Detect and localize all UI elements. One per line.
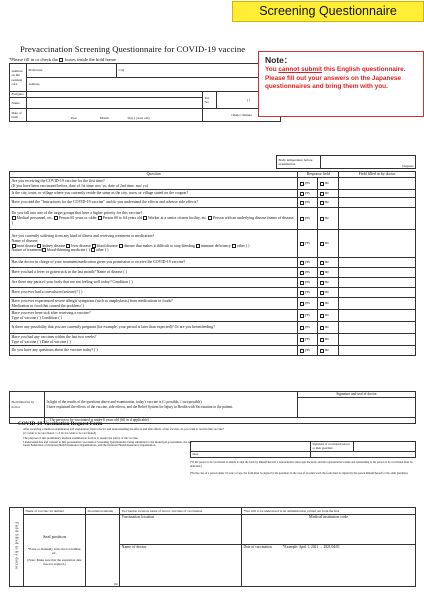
checkbox-icon[interactable] bbox=[300, 261, 304, 265]
question-option[interactable] bbox=[98, 216, 143, 220]
checkbox-icon[interactable] bbox=[54, 216, 58, 220]
question-main: Is the city, town, or village where you currently reside the same as the city, town, or village stated on the coupon? bbox=[11, 191, 189, 196]
question-row bbox=[10, 298, 416, 310]
question-option[interactable] bbox=[54, 216, 98, 220]
question-main: Have you had a fever or gotten sick in the last month? Name of disease ( ) bbox=[11, 270, 127, 275]
question-row bbox=[10, 322, 416, 334]
question-sub: Type of vaccine ( ) Date of vaccine ( ) bbox=[11, 339, 71, 344]
question-main: Are there any parts of your body that are not feeling well today? Condition ( ) bbox=[11, 280, 133, 285]
no-response[interactable] bbox=[318, 178, 339, 190]
doctor-field[interactable] bbox=[339, 208, 416, 230]
col-vaccine-label: Name of vaccine/ lot number bbox=[24, 508, 86, 515]
question-text bbox=[10, 310, 298, 322]
yes-label: yes bbox=[304, 280, 310, 285]
yes-response[interactable] bbox=[298, 198, 318, 208]
question-row bbox=[10, 208, 416, 230]
furigana-label: Furigana bbox=[10, 92, 27, 98]
question-row bbox=[10, 268, 416, 278]
question-main: Is there any possibility that you are currently pregnant (for example, your period is later than expected)? Or are you breastfeeding? bbox=[11, 325, 215, 330]
doctor-text1: In light of the results of the questions above and examination, today's vaccine is (□ possible, □ not possible). bbox=[46, 399, 203, 404]
checkbox-icon[interactable] bbox=[320, 338, 324, 342]
checkbox-icon[interactable] bbox=[320, 261, 324, 265]
note-line2: Please fill out your answers on the Japanese questionnaires and bring them with you. bbox=[265, 74, 402, 91]
ml-label: ml bbox=[114, 581, 118, 586]
question-row bbox=[10, 178, 416, 190]
seal-field[interactable] bbox=[24, 515, 86, 587]
checkbox-icon[interactable] bbox=[196, 244, 200, 248]
checkbox-icon[interactable] bbox=[300, 326, 304, 330]
tel-field[interactable]: ( ) bbox=[217, 92, 281, 109]
yes-label: yes bbox=[304, 301, 310, 306]
question-row bbox=[10, 310, 416, 322]
question-row bbox=[10, 258, 416, 268]
name-field[interactable] bbox=[27, 98, 203, 109]
doctor-header: Field filled in by doctor bbox=[339, 172, 416, 178]
amount-field[interactable] bbox=[86, 515, 120, 587]
checkbox-icon[interactable] bbox=[320, 182, 324, 186]
checkbox-icon[interactable] bbox=[320, 217, 324, 221]
checkbox-icon[interactable] bbox=[300, 338, 304, 342]
checkbox-icon[interactable] bbox=[12, 244, 16, 248]
checkbox-icon[interactable] bbox=[320, 281, 324, 285]
no-label: no bbox=[324, 191, 329, 196]
question-text bbox=[10, 230, 298, 258]
no-response[interactable] bbox=[318, 190, 339, 198]
seal-note: *Paste or manually write the lot number, etc. bbox=[27, 547, 82, 556]
checkbox-icon[interactable] bbox=[300, 201, 304, 205]
no-response[interactable] bbox=[318, 198, 339, 208]
option-label: immune deficiency bbox=[200, 243, 231, 248]
question-text bbox=[10, 278, 298, 288]
doctor-field[interactable] bbox=[339, 268, 416, 278]
request-note1: (*If the person to be vaccinated is unable to sign the form by himself/herself, a representative must sign the form, and the representative's name and relationship to the person to be vaccinated must be indicated.) bbox=[190, 461, 413, 468]
date-example: *Example: April 1, 2021 → 2021/04/01 bbox=[282, 545, 340, 549]
doctor-field[interactable] bbox=[339, 334, 416, 346]
note-title: Note： bbox=[265, 55, 293, 65]
yes-label: yes bbox=[304, 270, 310, 275]
screening-banner: Screening Questionnaire bbox=[232, 1, 424, 22]
no-response[interactable] bbox=[318, 230, 339, 258]
no-response[interactable] bbox=[318, 208, 339, 230]
yes-label: yes bbox=[304, 191, 310, 196]
yes-label: yes bbox=[304, 241, 310, 246]
checkbox-icon[interactable] bbox=[300, 291, 304, 295]
dob-label: Date of birth bbox=[10, 109, 27, 122]
prefecture-field[interactable] bbox=[27, 64, 117, 78]
no-label: no bbox=[324, 200, 329, 205]
no-label: no bbox=[324, 270, 329, 275]
checkbox-icon[interactable] bbox=[320, 302, 324, 306]
yes-response[interactable] bbox=[298, 288, 318, 298]
yes-response[interactable] bbox=[298, 298, 318, 310]
tel-label: Tel. No. bbox=[203, 92, 217, 109]
fill-instructions bbox=[9, 57, 116, 62]
no-label: no bbox=[324, 181, 329, 186]
question-text bbox=[10, 334, 298, 346]
checkbox-icon[interactable] bbox=[300, 271, 304, 275]
checkbox-icon[interactable] bbox=[320, 291, 324, 295]
question-main: Have you ever experienced severe allergic symptoms (such as anaphylaxis) from medications or foods? bbox=[11, 298, 173, 303]
question-option[interactable] bbox=[232, 244, 250, 248]
col-note-label: *Not will to be understood in an administration carried out from the first bbox=[242, 508, 416, 515]
note-line1: You cannot submit this English questionnaire. bbox=[265, 66, 406, 73]
question-main: Has the doctor in charge of your treatment/medication given you permission to receive the COVID-19 vaccine? bbox=[11, 260, 186, 265]
checkbox-icon[interactable] bbox=[92, 244, 96, 248]
question-row bbox=[10, 334, 416, 346]
doctor-section-table bbox=[9, 391, 416, 424]
city-field[interactable] bbox=[117, 64, 281, 78]
question-option[interactable] bbox=[12, 216, 54, 220]
option-label: Medical personnel, etc. bbox=[16, 216, 53, 221]
checkbox-icon[interactable] bbox=[91, 248, 95, 252]
question-text bbox=[10, 190, 298, 198]
question-main: Have you ever been sick after receiving a vaccine? bbox=[11, 310, 91, 315]
doctor-judgement bbox=[45, 392, 298, 418]
question-option[interactable] bbox=[66, 244, 91, 248]
cert-field[interactable] bbox=[242, 515, 416, 545]
question-sub2: Nature of treatment bbox=[11, 248, 42, 253]
question-options bbox=[42, 248, 108, 252]
yes-response[interactable] bbox=[298, 310, 318, 322]
no-label: no bbox=[324, 325, 329, 330]
question-text bbox=[10, 198, 298, 208]
no-response[interactable] bbox=[318, 346, 339, 356]
no-response[interactable] bbox=[318, 268, 339, 278]
checkbox-icon[interactable] bbox=[119, 244, 123, 248]
body-temp-field[interactable] bbox=[321, 156, 416, 169]
option-label: heart disease bbox=[16, 243, 37, 248]
question-main: Are you receiving the COVID-19 vaccine for the first time? bbox=[11, 178, 105, 183]
request-signature-box[interactable] bbox=[354, 442, 416, 452]
col-location-label: Vaccination location, name of doctor, and date of vaccination bbox=[120, 508, 242, 515]
yes-label: yes bbox=[304, 290, 310, 295]
body-temp-label: Body temperature before examination bbox=[277, 156, 321, 169]
no-label: no bbox=[324, 290, 329, 295]
no-label: no bbox=[324, 313, 329, 318]
question-text bbox=[10, 298, 298, 310]
dob-field[interactable] bbox=[27, 109, 203, 122]
yes-response[interactable] bbox=[298, 334, 318, 346]
checkbox-icon[interactable] bbox=[320, 242, 324, 246]
question-row bbox=[10, 346, 416, 356]
check-icon bbox=[59, 58, 63, 62]
checkbox-icon[interactable] bbox=[300, 242, 304, 246]
no-label: no bbox=[324, 301, 329, 306]
checkbox-icon[interactable] bbox=[320, 201, 324, 205]
doctor-field[interactable] bbox=[339, 230, 416, 258]
question-text bbox=[10, 178, 298, 190]
doctor-name-label: Name of doctor bbox=[121, 544, 147, 549]
female-label: female bbox=[242, 112, 252, 117]
question-text bbox=[10, 288, 298, 298]
no-response[interactable] bbox=[318, 288, 339, 298]
prefecture-label: Prefecture bbox=[28, 68, 43, 73]
checkbox-icon[interactable] bbox=[37, 244, 41, 248]
col-amount-label: Inoculation amount bbox=[86, 508, 120, 515]
no-response[interactable] bbox=[318, 310, 339, 322]
question-sub: Medication or food that caused the problem ( ) bbox=[11, 303, 85, 308]
question-main: Have you ever had a convulsion (seizure)? ( ) bbox=[11, 290, 83, 295]
option-label: Person 60 to 64 years old bbox=[102, 216, 143, 221]
yes-response[interactable] bbox=[298, 258, 318, 268]
no-response[interactable] bbox=[318, 322, 339, 334]
no-label: no bbox=[324, 260, 329, 265]
checkbox-icon[interactable] bbox=[300, 281, 304, 285]
option-label: other ( ) bbox=[236, 243, 250, 248]
yes-label: yes bbox=[304, 313, 310, 318]
doctor-field[interactable] bbox=[339, 258, 416, 268]
checkbox-icon[interactable] bbox=[300, 182, 304, 186]
cert-label: Medical institution code bbox=[309, 514, 348, 519]
checkbox-icon[interactable] bbox=[320, 349, 324, 353]
yes-response[interactable] bbox=[298, 278, 318, 288]
doctor-text2: I have explained the effects of the vaccine, side effects, and the Relief System for Injury to Health with Vaccination to the patient. bbox=[46, 404, 234, 409]
request-text1b[interactable]: (□ I wish to be vaccinated / □ I do not wish to be vaccinated) bbox=[23, 430, 97, 435]
instructions-post: boxes inside the bold frame bbox=[65, 57, 116, 62]
no-label: no bbox=[324, 348, 329, 353]
city-label: City bbox=[118, 68, 125, 73]
no-label: no bbox=[324, 241, 329, 246]
request-title: COVID-19 Vaccination Request Form bbox=[18, 421, 103, 427]
question-main: Have you had any vaccines within the last two weeks? bbox=[11, 334, 97, 339]
checkbox-icon[interactable] bbox=[300, 314, 304, 318]
doctor-field[interactable] bbox=[339, 298, 416, 310]
option-label: Worker at a senior citizen facility, etc. bbox=[148, 216, 208, 221]
option-label: blood-thinning medicine ( ) bbox=[46, 248, 90, 253]
question-option[interactable] bbox=[12, 244, 38, 248]
doctor-field[interactable] bbox=[339, 288, 416, 298]
age-label: ( years old) bbox=[134, 115, 150, 120]
yes-label: yes bbox=[304, 181, 310, 186]
under6-checkbox[interactable]: □ The person to be vaccinated is under 6 years old (fill in if applicable) bbox=[45, 418, 416, 424]
day-label: Day bbox=[127, 115, 134, 120]
yes-label: yes bbox=[304, 260, 310, 265]
doctor-field[interactable] bbox=[339, 310, 416, 322]
doctor-field[interactable] bbox=[339, 190, 416, 198]
question-options bbox=[12, 216, 296, 226]
option-label: blood disease bbox=[96, 243, 118, 248]
request-date-label: Date bbox=[191, 452, 311, 458]
question-option[interactable] bbox=[119, 244, 196, 248]
question-row bbox=[10, 230, 416, 258]
form-title: Prevaccination Screening Questionnaire for COVID-19 vaccine bbox=[20, 44, 246, 54]
checkbox-icon[interactable] bbox=[320, 326, 324, 330]
body-temperature-table bbox=[276, 155, 416, 169]
vaccination-date-label: Date of vaccination bbox=[243, 545, 272, 549]
personal-info-table bbox=[9, 63, 281, 122]
address-label: Address on the resident card bbox=[10, 64, 27, 92]
question-table bbox=[9, 171, 416, 356]
question-option[interactable] bbox=[196, 244, 232, 248]
seal-label: Seal position bbox=[43, 533, 66, 539]
doctor-field-label: Field filled in by doctor bbox=[10, 392, 45, 418]
question-main: Do you fall into one of the target groups that have a higher priority for this vaccine? bbox=[11, 211, 143, 216]
doctor-field[interactable] bbox=[339, 346, 416, 356]
no-response[interactable] bbox=[318, 334, 339, 346]
checkbox-icon[interactable] bbox=[300, 217, 304, 221]
year-label: Year bbox=[70, 115, 77, 120]
request-date-field[interactable] bbox=[311, 452, 416, 458]
request-text3: I understand this and consent to this preventative vaccination Screening Questionnaire being submitted to the municipal government, the AB Japan Federation of National Health Insurance Organizations, and the National Health Insurance Organization. bbox=[23, 439, 192, 448]
checkbox-icon[interactable] bbox=[300, 302, 304, 306]
address-field[interactable] bbox=[27, 78, 281, 92]
doctor-signature-label: Signature and seal of doctor bbox=[298, 392, 416, 398]
question-main: Do you have any questions about the vaccine today? ( ) bbox=[11, 348, 98, 353]
yes-response[interactable] bbox=[298, 178, 318, 190]
question-text bbox=[10, 268, 298, 278]
request-note2: (*In the case of a person under 16 years of age, the form must be signed by the guardian; in the case of an adult ward, the form must be signed by the person himself/herself or the adult guardian.) bbox=[190, 472, 409, 475]
checkbox-icon[interactable] bbox=[208, 216, 212, 220]
doctor-field[interactable] bbox=[339, 198, 416, 208]
request-text2: The purpose of this preliminary medical examination form is to ensure the safety of the vaccine. bbox=[23, 436, 139, 441]
checkbox-icon[interactable] bbox=[300, 192, 304, 196]
question-main: Are you currently suffering from any kind of illness and receiving treatment or medication? bbox=[11, 233, 155, 238]
doctor-field[interactable] bbox=[339, 278, 416, 288]
no-response[interactable] bbox=[318, 278, 339, 288]
yes-label: yes bbox=[304, 325, 310, 330]
question-row bbox=[10, 278, 416, 288]
response-header: Response field bbox=[298, 172, 339, 178]
request-signature-table bbox=[190, 441, 416, 458]
checkbox-icon[interactable] bbox=[66, 244, 70, 248]
question-sub: Name of disease: bbox=[11, 238, 39, 243]
yes-response[interactable] bbox=[298, 322, 318, 334]
seal-note2: (Note: Make sure that the expiration date has not expired.) bbox=[27, 557, 82, 566]
location-label: Vaccination location bbox=[121, 514, 155, 519]
checkbox-icon[interactable] bbox=[42, 248, 46, 252]
question-option[interactable] bbox=[92, 244, 119, 248]
location-field[interactable] bbox=[120, 515, 242, 545]
question-option[interactable] bbox=[143, 216, 208, 220]
no-label: no bbox=[324, 216, 329, 221]
question-row bbox=[10, 288, 416, 298]
option-label: disease that makes it difficult to stop bleeding bbox=[123, 243, 195, 248]
checkbox-icon[interactable] bbox=[320, 192, 324, 196]
doctor-signature-field[interactable] bbox=[298, 398, 416, 418]
question-option[interactable] bbox=[42, 248, 91, 252]
question-option[interactable] bbox=[37, 244, 66, 248]
question-text bbox=[10, 322, 298, 334]
question-row bbox=[10, 190, 416, 198]
vaccination-record-table bbox=[9, 507, 416, 587]
yes-label: yes bbox=[304, 337, 310, 342]
checkbox-icon[interactable] bbox=[320, 314, 324, 318]
question-text bbox=[10, 346, 298, 356]
question-text bbox=[10, 208, 298, 230]
no-response[interactable] bbox=[318, 258, 339, 268]
checkbox-icon[interactable] bbox=[232, 244, 236, 248]
doctor-field[interactable] bbox=[339, 322, 416, 334]
yes-label: yes bbox=[304, 348, 310, 353]
question-main: Have you read the "Instructions for the COVID-19 vaccine" and do you understand the effects and adverse side effects? bbox=[11, 200, 198, 205]
option-label: Person 65 years or older bbox=[58, 216, 97, 221]
option-label: Person with an underlying disease (name of disease: ) bbox=[11, 216, 295, 225]
question-row bbox=[10, 198, 416, 208]
bottom-side-label: Field filled in by doctor bbox=[10, 508, 24, 587]
checkbox-icon[interactable] bbox=[12, 216, 16, 220]
vaccination-date-field[interactable] bbox=[242, 545, 416, 587]
question-text bbox=[10, 258, 298, 268]
question-sub: Type of vaccine ( ) Condition ( ) bbox=[11, 315, 62, 320]
yes-response[interactable] bbox=[298, 346, 318, 356]
no-response[interactable] bbox=[318, 298, 339, 310]
note-box bbox=[258, 51, 424, 117]
request-signature-label: Signature of vaccinated person or their guardian bbox=[311, 442, 354, 452]
yes-response[interactable] bbox=[298, 190, 318, 198]
yes-response[interactable] bbox=[298, 230, 318, 258]
gender-field[interactable]: □male □female bbox=[203, 109, 281, 122]
checkbox-icon[interactable] bbox=[143, 216, 147, 220]
request-signature-field[interactable] bbox=[191, 442, 311, 452]
doctor-name-field[interactable] bbox=[120, 545, 242, 587]
question-sub: (If you have been vaccinated before, date of 1st time: mo/ yo, date of 2nd time: mo/ yo) bbox=[11, 183, 148, 188]
no-label: no bbox=[324, 280, 329, 285]
name-label: Name bbox=[10, 98, 27, 109]
checkbox-icon[interactable] bbox=[300, 349, 304, 353]
checkbox-icon[interactable] bbox=[320, 271, 324, 275]
degrees-label: Degrees bbox=[402, 163, 414, 168]
yes-label: yes bbox=[304, 216, 310, 221]
checkbox-icon[interactable] bbox=[98, 216, 102, 220]
instructions-pre: *Please fill in or check the bbox=[9, 57, 58, 62]
yes-response[interactable] bbox=[298, 268, 318, 278]
doctor-field[interactable] bbox=[339, 178, 416, 190]
male-label: male bbox=[233, 112, 240, 117]
yes-response[interactable] bbox=[298, 208, 318, 230]
no-label: no bbox=[324, 337, 329, 342]
question-option[interactable] bbox=[91, 248, 109, 252]
yes-label: yes bbox=[304, 200, 310, 205]
option-label: liver disease bbox=[71, 243, 91, 248]
request-text1: After receiving a medical examination and explanation from a doctor and understanding the effects and side effects of the vaccine, do you wish to receive this vaccine? bbox=[23, 427, 224, 431]
question-header: Question bbox=[10, 172, 298, 178]
option-label: other ( ) bbox=[95, 248, 109, 253]
option-label: kidney disease bbox=[42, 243, 66, 248]
address-field-label: Address bbox=[28, 82, 40, 87]
month-label: Month bbox=[99, 115, 109, 120]
